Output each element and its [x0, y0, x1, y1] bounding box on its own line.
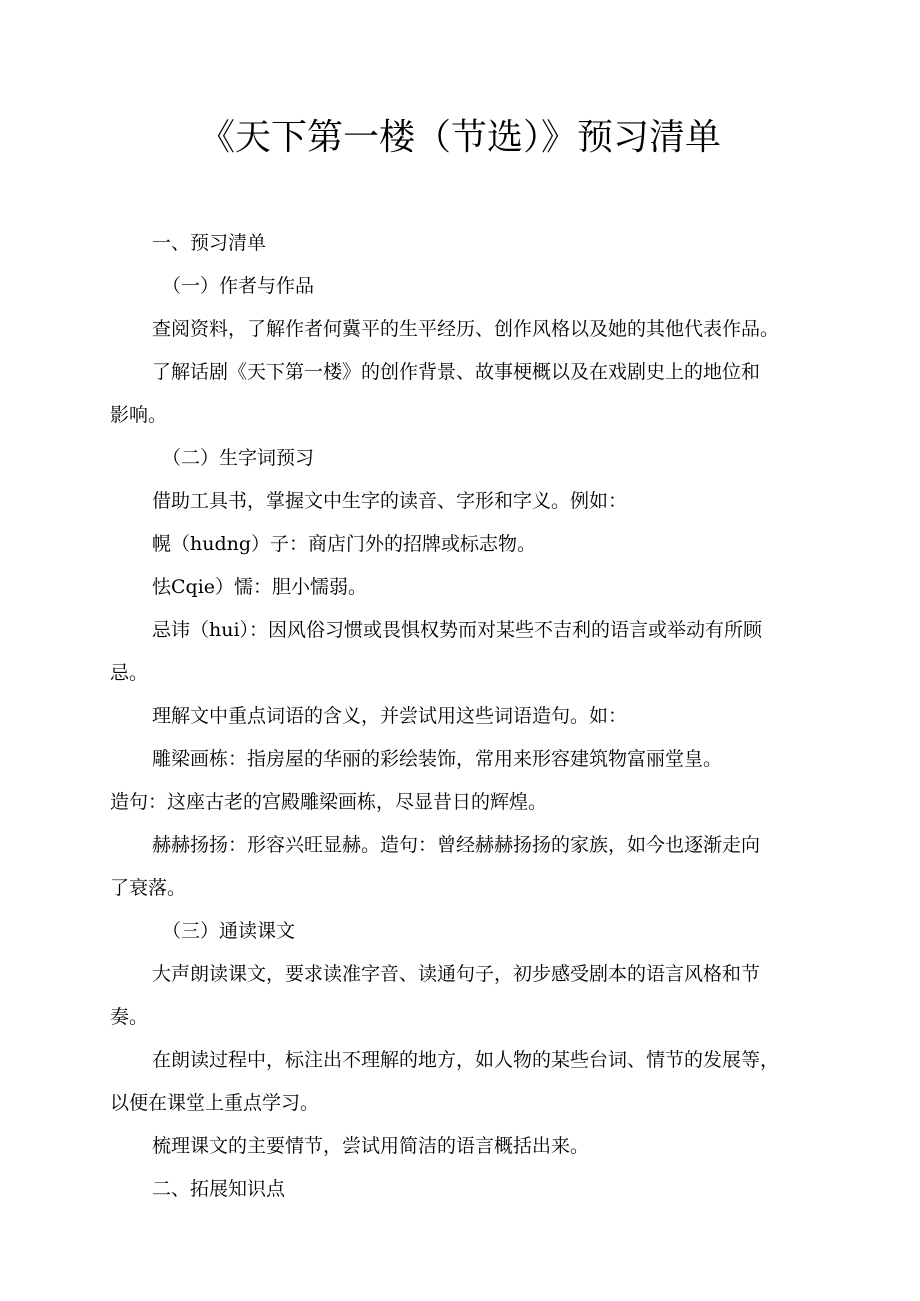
vocabulary-item: 怯Cqie）懦：胆小懦弱。 — [152, 576, 368, 598]
vocabulary-item: 赫赫扬扬：形容兴旺显赫。造句：曾经赫赫扬扬的家族，如今也逐渐走向 — [152, 834, 761, 856]
vocabulary-item: 雕梁画栋：指房屋的华丽的彩绘装饰，常用来形容建筑物富丽堂皇。 — [152, 748, 723, 770]
paragraph-line: 奏。 — [110, 1006, 149, 1028]
paragraph-line: 忌。 — [110, 662, 149, 684]
paragraph-line: 影响。 — [110, 404, 168, 426]
paragraph-line: 梳理课文的主要情节，尝试用简洁的语言概括出来。 — [152, 1135, 590, 1157]
vocabulary-item: 忌讳（hui）：因风俗习惯或畏惧权势而对某些不吉利的语言或举动有所顾 — [152, 619, 763, 641]
paragraph-line: 了解话剧《天下第一楼》的创作背景、故事梗概以及在戏剧史上的地位和 — [152, 361, 761, 383]
document-title: 《天下第一楼（节选）》预习清单 — [198, 117, 721, 158]
vocabulary-item: 幌（hudng）子：商店门外的招牌或标志物。 — [152, 533, 537, 555]
section-heading-2: 二、拓展知识点 — [152, 1178, 286, 1200]
paragraph-line: 了衰落。 — [110, 877, 187, 899]
subsection-heading-vocabulary: （二）生字词预习 — [162, 447, 315, 469]
paragraph-line: 在朗读过程中，标注出不理解的地方，如人物的某些台词、情节的发展等， — [152, 1049, 780, 1071]
subsection-heading-reading: （三）通读课文 — [162, 920, 296, 942]
paragraph-line: 大声朗读课文，要求读准字音、读通句子，初步感受剧本的语言风格和节 — [152, 963, 761, 985]
section-heading-1: 一、预习清单 — [152, 232, 267, 254]
subsection-heading-author: （一）作者与作品 — [162, 275, 315, 297]
example-sentence: 造句：这座古老的宫殿雕梁画栋，尽显昔日的辉煌。 — [110, 791, 548, 813]
paragraph-line: 以便在课堂上重点学习。 — [110, 1092, 320, 1114]
paragraph-line: 查阅资料，了解作者何冀平的生平经历、创作风格以及她的其他代表作品。 — [152, 318, 780, 340]
paragraph-line: 理解文中重点词语的含义，并尝试用这些词语造句。如： — [152, 705, 628, 727]
document-body — [110, 222, 810, 1211]
paragraph-line: 借助工具书，掌握文中生字的读音、字形和字义。例如： — [152, 490, 628, 512]
